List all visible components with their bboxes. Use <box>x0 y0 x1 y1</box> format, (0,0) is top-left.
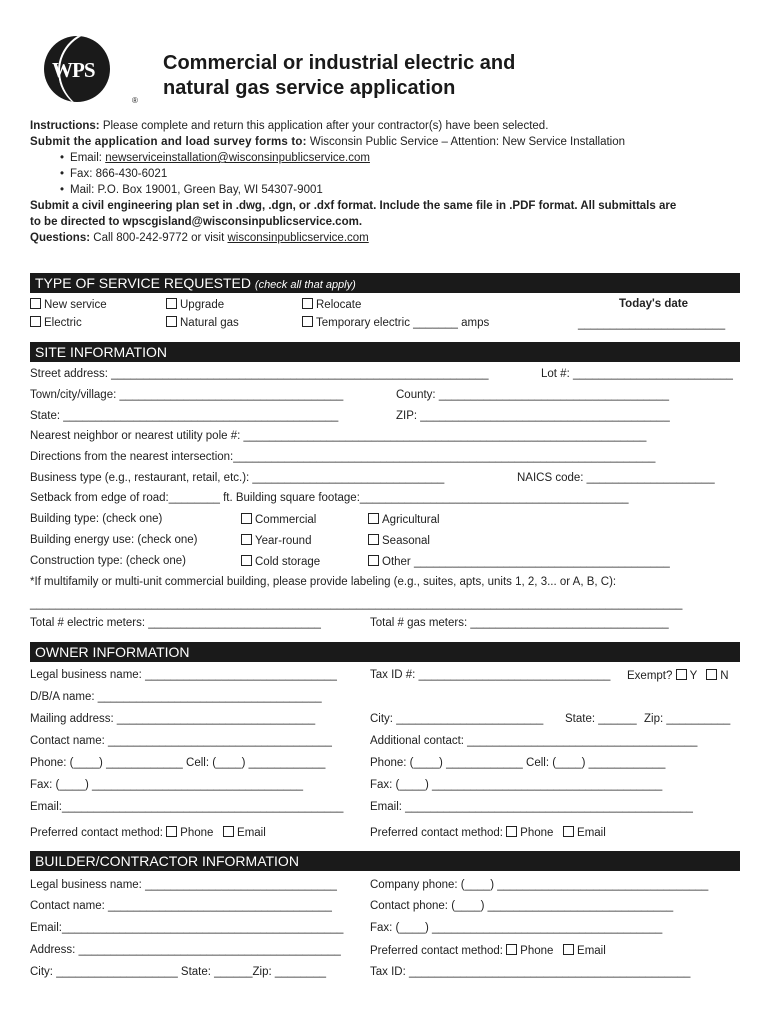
phone-label: Phone <box>520 827 554 839</box>
plan-line-1: Submit a civil engineering plan set in .dwg, .dgn, or .dxf format. Include the same file in .PDF format. All submittals are <box>30 200 677 212</box>
exempt-yes-checkbox-icon[interactable] <box>676 669 687 680</box>
dba-field[interactable]: D/B/A name: ___________________________________ <box>30 691 322 703</box>
owner-fax-left-field[interactable]: Fax: (____) _________________________________ <box>30 779 304 791</box>
mail-bullet: • Mail: P.O. Box 19001, Green Bay, WI 54307-9001 <box>30 182 742 198</box>
preferred-label: Preferred contact method: <box>30 827 163 839</box>
zip-field[interactable]: ZIP: _______________________________________ <box>396 410 670 422</box>
site-information-header <box>30 342 740 362</box>
page-title <box>163 51 515 101</box>
questions-label: Questions: <box>30 232 91 244</box>
page-header <box>30 30 740 110</box>
questions-line <box>30 230 742 246</box>
title-line-1: Commercial or industrial electric and <box>163 52 516 74</box>
checkbox-icon[interactable] <box>368 555 379 566</box>
instructions-block <box>30 118 742 246</box>
owner-phone-left-field[interactable]: Phone: (____) ____________ Cell: (____) ____________ <box>30 757 326 769</box>
preferred-label: Preferred contact method: <box>370 945 503 957</box>
owner-fax-right-field[interactable]: Fax: (____) ____________________________________ <box>370 779 663 791</box>
type-of-service-title: TYPE OF SERVICE REQUESTED <box>35 275 252 291</box>
owner-information-title: OWNER INFORMATION <box>35 644 190 660</box>
owner-preferred-left <box>30 826 266 839</box>
option-label: Year-round <box>255 535 312 547</box>
builder-information-title: BUILDER/CONTRACTOR INFORMATION <box>35 853 299 869</box>
instructions-line <box>30 118 742 134</box>
option-label: Seasonal <box>382 535 430 547</box>
checkbox-icon[interactable] <box>302 316 313 327</box>
option-label: Temporary electric _______ amps <box>316 317 490 329</box>
other-option[interactable] <box>368 555 670 568</box>
submit-label: Submit the application and load survey forms to: <box>30 136 307 148</box>
todays-date-field[interactable]: _______________________ <box>578 318 726 330</box>
option-label: New service <box>44 299 107 311</box>
option-label: Other ________________________________________ <box>382 556 670 568</box>
checkbox-icon[interactable] <box>368 513 379 524</box>
phone-checkbox-icon[interactable] <box>506 826 517 837</box>
nearest-neighbor-field[interactable]: Nearest neighbor or nearest utility pole #: _______________________________________________________________ <box>30 430 647 442</box>
energy-use-label: Building energy use: (check one) <box>30 534 198 546</box>
email-checkbox-icon[interactable] <box>563 944 574 955</box>
temporary-electric-option[interactable] <box>302 316 489 329</box>
gas-meters-field[interactable]: Total # gas meters: _______________________________ <box>370 617 669 629</box>
checkbox-icon[interactable] <box>241 534 252 545</box>
option-label: Upgrade <box>180 299 225 311</box>
phone-label: Phone <box>180 827 214 839</box>
multifamily-field[interactable]: ______________________________________________________________________________________________________ <box>30 598 683 610</box>
building-type-label: Building type: (check one) <box>30 513 163 525</box>
builder-address-field[interactable]: Address: _________________________________________ <box>30 944 341 956</box>
setback-field[interactable]: Setback from edge of road:________ ft. Building square footage:__________________________________________ <box>30 492 629 504</box>
instructions-label: Instructions: <box>30 120 100 132</box>
seasonal-option[interactable] <box>368 534 430 547</box>
naics-field[interactable]: NAICS code: ____________________ <box>517 472 715 484</box>
state-field[interactable]: State: ___________________________________________ <box>30 410 339 422</box>
option-label: Agricultural <box>382 514 440 526</box>
exempt-yes-label: Y <box>689 670 698 682</box>
agricultural-option[interactable] <box>368 513 440 526</box>
builder-fax-field[interactable]: Fax: (____) ____________________________________ <box>370 922 663 934</box>
owner-email-right-field[interactable]: Email: _____________________________________________ <box>370 801 693 813</box>
checkbox-icon[interactable] <box>302 298 313 309</box>
owner-zip-field[interactable]: Zip: __________ <box>644 713 731 725</box>
builder-preferred <box>370 944 606 957</box>
town-field[interactable]: Town/city/village: ___________________________________ <box>30 389 344 401</box>
owner-tax-id-field[interactable]: Tax ID #: ______________________________ <box>370 669 611 681</box>
option-label: Electric <box>44 317 82 329</box>
email-link[interactable]: newserviceinstallation@wisconsinpublicservice.com <box>105 152 370 164</box>
email-label: Email <box>577 827 606 839</box>
electric-meters-field[interactable]: Total # electric meters: ___________________________ <box>30 617 321 629</box>
owner-contact-field[interactable]: Contact name: ___________________________________ <box>30 735 332 747</box>
builder-city-field[interactable]: City: ___________________ State: ______Zip: ________ <box>30 966 327 978</box>
email-checkbox-icon[interactable] <box>223 826 234 837</box>
owner-additional-contact-field[interactable]: Additional contact: ____________________________________ <box>370 735 698 747</box>
site-information-title: SITE INFORMATION <box>35 344 167 360</box>
plan-line-2: to be directed to wpscgisland@wisconsinpublicservice.com. <box>30 216 363 228</box>
directions-field[interactable]: Directions from the nearest intersection:__________________________________________________________________ <box>30 451 656 463</box>
builder-contact-phone-field[interactable]: Contact phone: (____) _____________________________ <box>370 900 674 912</box>
submit-text: Wisconsin Public Service – Attention: New Service Installation <box>306 136 626 148</box>
type-of-service-header <box>30 273 740 293</box>
builder-legal-name-field[interactable]: Legal business name: ______________________________ <box>30 879 337 891</box>
checkbox-icon[interactable] <box>166 298 177 309</box>
owner-state-field[interactable]: State: ______ <box>565 713 637 725</box>
checkbox-icon[interactable] <box>368 534 379 545</box>
owner-mailing-field[interactable]: Mailing address: _______________________________ <box>30 713 316 725</box>
natural-gas-option[interactable] <box>166 316 239 329</box>
multifamily-note: *If multifamily or multi-unit commercial building, please provide labeling (e.g., suites, apts, units 1, 2, 3... or A, B, C): <box>30 576 617 588</box>
street-address-field[interactable]: Street address: ___________________________________________________________ <box>30 368 489 380</box>
builder-contact-name-field[interactable]: Contact name: ___________________________________ <box>30 900 332 912</box>
logo-text: WPS <box>52 58 95 82</box>
email-label: Email <box>237 827 266 839</box>
wps-logo <box>44 36 138 105</box>
builder-tax-id-field[interactable]: Tax ID: ____________________________________________ <box>370 966 691 978</box>
registered-mark: ® <box>132 96 138 105</box>
business-type-field[interactable]: Business type (e.g., restaurant, retail, etc.): ______________________________ <box>30 472 445 484</box>
email-checkbox-icon[interactable] <box>563 826 574 837</box>
upgrade-option[interactable] <box>166 298 224 311</box>
owner-phone-right-field[interactable]: Phone: (____) ____________ Cell: (____) ____________ <box>370 757 666 769</box>
construction-type-label: Construction type: (check one) <box>30 555 186 567</box>
owner-city-field[interactable]: City: _______________________ <box>370 713 544 725</box>
option-label: Commercial <box>255 514 317 526</box>
todays-date-label: Today's date <box>619 298 688 310</box>
email-bullet <box>30 150 742 166</box>
owner-legal-name-field[interactable]: Legal business name: ______________________________ <box>30 669 337 681</box>
phone-checkbox-icon[interactable] <box>166 826 177 837</box>
exempt-no-label: N <box>720 670 729 682</box>
phone-label: Phone <box>520 945 554 957</box>
year-round-option[interactable] <box>241 534 311 547</box>
exempt-no-checkbox-icon[interactable] <box>706 669 717 680</box>
relocate-option[interactable] <box>302 298 361 311</box>
commercial-option[interactable] <box>241 513 316 526</box>
electric-option[interactable] <box>30 316 82 329</box>
checkbox-icon[interactable] <box>30 298 41 309</box>
website-link[interactable]: wisconsinpublicservice.com <box>227 232 369 244</box>
fax-bullet: • Fax: 866-430-6021 <box>30 166 742 182</box>
phone-checkbox-icon[interactable] <box>506 944 517 955</box>
option-label: Natural gas <box>180 317 239 329</box>
lot-field[interactable]: Lot #: _________________________ <box>541 368 733 380</box>
preferred-label: Preferred contact method: <box>370 827 503 839</box>
builder-company-phone-field[interactable]: Company phone: (____) _________________________________ <box>370 879 709 891</box>
checkbox-icon[interactable] <box>241 555 252 566</box>
option-label: Relocate <box>316 299 362 311</box>
county-field[interactable]: County: ____________________________________ <box>396 389 670 401</box>
email-label: Email <box>577 945 606 957</box>
owner-preferred-right <box>370 826 606 839</box>
owner-information-header <box>30 642 740 662</box>
title-line-2: natural gas service application <box>163 77 456 99</box>
checkbox-icon[interactable] <box>241 513 252 524</box>
exempt-options <box>627 669 729 682</box>
option-label: Cold storage <box>255 556 321 568</box>
instructions-text: Please complete and return this application after your contractor(s) have been selected. <box>99 120 549 132</box>
new-service-option[interactable] <box>30 298 107 311</box>
email-label: Email: <box>70 152 106 164</box>
builder-email-field[interactable]: Email:____________________________________________ <box>30 922 344 934</box>
submit-line <box>30 134 742 150</box>
cold-storage-option[interactable] <box>241 555 320 568</box>
builder-information-header <box>30 851 740 871</box>
owner-email-left-field[interactable]: Email:____________________________________________ <box>30 801 344 813</box>
checkbox-icon[interactable] <box>166 316 177 327</box>
questions-text: Call 800-242-9772 or visit <box>90 232 228 244</box>
exempt-label: Exempt? <box>627 670 673 682</box>
type-of-service-subtitle: (check all that apply) <box>254 279 356 291</box>
checkbox-icon[interactable] <box>30 316 41 327</box>
